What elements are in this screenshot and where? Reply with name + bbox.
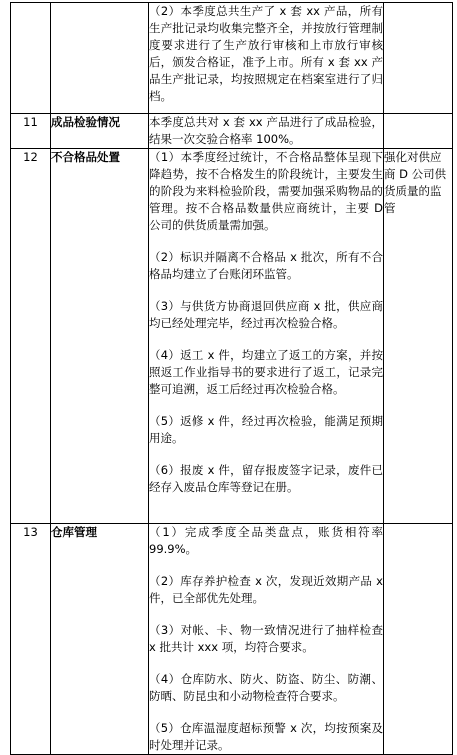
row-number: 12 [11, 149, 51, 524]
report-table [10, 2, 453, 755]
row-number: 11 [11, 114, 51, 149]
row-description [149, 149, 384, 524]
row-number: 13 [11, 524, 51, 755]
description-paragraph: （1）本季度经过统计，不合格品整体呈现下降趋势，按不合格发生的阶段统计，主要发生的阶段为来料检验阶段，需要加强采购物品的管理。按不合格品数量供应商统计，主要 D 公司的供货质量需加强。 [149, 150, 383, 232]
row-number [11, 3, 51, 114]
row-item-title: 不合格品处置 [51, 149, 149, 524]
row-description [149, 3, 384, 114]
row-description [149, 114, 384, 149]
description-paragraph: （5）仓库温湿度超标预警 x 次，均按预案及时处理并记录。 [149, 721, 383, 752]
row-remark [384, 524, 453, 755]
row-remark [384, 114, 453, 149]
row-item-title: 成品检验情况 [51, 114, 149, 149]
table-row [11, 3, 453, 114]
row-remark: 强化对供应商 D 公司供货质量的监管 [384, 149, 453, 524]
description-paragraph: （3）对帐、卡、物一致情况进行了抽样检查 x 批共计 xxx 项，均符合要求。 [149, 623, 383, 654]
description-paragraph: （2）标识并隔离不合格品 x 批次，所有不合格品均建立了台账闭环监管。 [149, 250, 383, 281]
description-paragraph: （1）完成季度全品类盘点，账货相符率99.9%。 [149, 525, 383, 556]
row-item-title [51, 3, 149, 114]
description-paragraph: （4）仓库防水、防火、防盗、防尘、防潮、防晒、防昆虫和小动物检查符合要求。 [149, 672, 383, 703]
description-paragraph: （5）返修 x 件，经过再次检验，能满足预期用途。 [149, 414, 383, 445]
table-row [11, 524, 453, 755]
table-row [11, 114, 453, 149]
description-paragraph: （4）返工 x 件，均建立了返工的方案，并按照返工作业指导书的要求进行了返工，记录完整可追溯，返工后经过再次检验合格。 [149, 348, 383, 396]
row-remark [384, 3, 453, 114]
description-paragraph: （2）本季度总共生产了 x 套 xx 产品，所有生产批记录均收集完整齐全，并按放行管理制度要求进行了生产放行审核和上市放行审核后，颁发合格证，准予上市。所有 x 套 xx 产品生产批记录，均按照规定在档案室进行了归档。 [149, 4, 383, 103]
description-paragraph: （6）报废 x 件，留存报废签字记录，废件已经存入废品仓库等登记在册。 [149, 463, 383, 494]
description-paragraph: 本季度总共对 x 套 xx 产品进行了成品检验，结果一次交验合格率 100%。 [149, 115, 383, 146]
description-paragraph: （3）与供货方协商退回供应商 x 批，供应商均已经处理完毕，经过再次检验合格。 [149, 299, 383, 330]
description-paragraph: （2）库存养护检查 x 次，发现近效期产品 x 件，已全部优先处理。 [149, 574, 383, 605]
row-description [149, 524, 384, 755]
table-row [11, 149, 453, 524]
row-item-title: 仓库管理 [51, 524, 149, 755]
